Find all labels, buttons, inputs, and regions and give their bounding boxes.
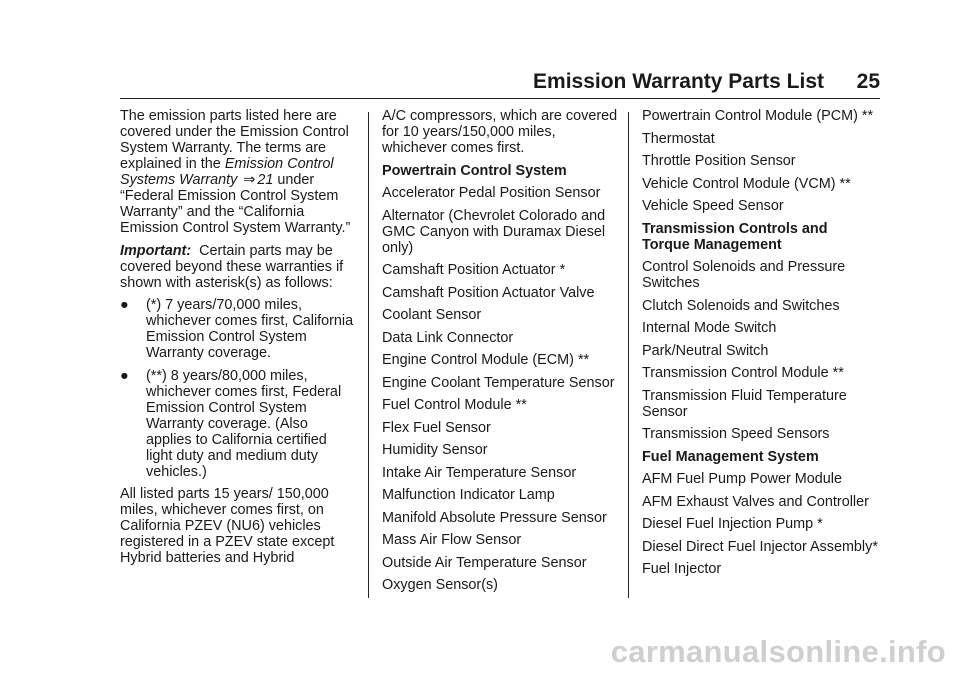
bullet-icon: ● <box>120 297 129 313</box>
list-item: Alternator (Chevrolet Colorado and GMC Canyon with Duramax Diesel only) <box>382 207 606 256</box>
list-item: Oxygen Sensor(s) <box>382 577 498 593</box>
section-heading-fuel: Fuel Management System <box>642 448 819 465</box>
list-item: Transmission Fluid Temperature Sensor <box>642 387 847 420</box>
list-item: Mass Air Flow Sensor <box>382 532 522 548</box>
list-item: Fuel Injector <box>642 561 722 577</box>
page-number: 25 <box>856 70 880 93</box>
list-item: Throttle Position Sensor <box>642 153 796 169</box>
column-1 <box>120 108 356 573</box>
list-item: Engine Control Module (ECM) ** <box>382 352 590 368</box>
list-item: Fuel Control Module ** <box>382 397 527 413</box>
page-title: Emission Warranty Parts List <box>533 70 824 93</box>
list-item: Camshaft Position Actuator Valve <box>382 284 595 301</box>
page-header <box>0 64 880 98</box>
list-item: AFM Exhaust Valves and Controller <box>642 493 869 510</box>
list-item: Malfunction Indicator Lamp <box>382 487 555 503</box>
list-item: Transmission Speed Sensors <box>642 426 830 442</box>
list-item: Thermostat <box>642 130 715 147</box>
continued-paragraph: A/C compressors, which are covered for 10 years/150,000 miles, whichever comes first. <box>382 108 618 156</box>
column-3 <box>642 108 878 584</box>
important-label: Important: <box>120 242 192 259</box>
column-2 <box>382 108 618 600</box>
list-item: Control Solenoids and Pressure Switches <box>642 259 846 291</box>
list-item: Park/Neutral Switch <box>642 342 769 359</box>
section-heading-transmission: Transmission Controls and Torque Management <box>642 220 828 253</box>
column-divider-2 <box>628 112 629 598</box>
intro-paragraph <box>120 108 356 236</box>
list-item: Flex Fuel Sensor <box>382 419 491 436</box>
column-divider-1 <box>368 112 369 598</box>
header-divider <box>120 98 880 99</box>
bullet-text: (**) 8 years/80,000 miles, whichever comes first, Federal Emission Control System Warranty coverage. (Also applies to California certified light duty and medium duty vehicles.) <box>146 367 342 480</box>
important-paragraph <box>120 243 356 291</box>
list-item: Clutch Solenoids and Switches <box>642 297 840 314</box>
pzev-paragraph: All listed parts 15 years/ 150,000 miles, whichever comes first, on California PZEV (NU6) vehicles registered in a PZEV state except Hybrid batteries and Hybrid <box>120 486 335 566</box>
list-item: Manifold Absolute Pressure Sensor <box>382 509 607 526</box>
list-item: Humidity Sensor <box>382 442 488 458</box>
intro-text-continued: under “Federal Emission Control System Warranty” and the “California Emission Control System Warranty.” <box>120 172 351 236</box>
list-item: Accelerator Pedal Position Sensor <box>382 185 601 201</box>
list-item: Diesel Fuel Injection Pump * <box>642 516 823 532</box>
list-item: Engine Coolant Temperature Sensor <box>382 374 615 391</box>
list-item: Powertrain Control Module (PCM) ** <box>642 108 874 124</box>
section-heading-powertrain: Powertrain Control System <box>382 162 567 179</box>
important-text: Certain parts may be covered beyond these warranties if shown with asterisk(s) as follows: <box>120 242 344 291</box>
intro-text: The emission parts listed here are covered under the Emission Control System Warranty. The terms are explained in the <box>120 108 349 172</box>
bullet-item <box>120 297 356 361</box>
warranty-link[interactable]: Emission Control Systems Warranty <box>120 156 334 188</box>
watermark: carmanualsonline.info <box>610 634 946 669</box>
list-item: Vehicle Control Module (VCM) ** <box>642 175 851 192</box>
list-item: Camshaft Position Actuator * <box>382 262 566 278</box>
list-item: AFM Fuel Pump Power Module <box>642 471 842 487</box>
list-item: Diesel Direct Fuel Injector Assembly* <box>642 538 878 555</box>
bullet-item <box>120 368 356 480</box>
list-item: Data Link Connector <box>382 329 514 346</box>
page-reference-icon: ⇒ <box>243 172 256 188</box>
bullet-icon: ● <box>120 367 129 384</box>
list-item: Intake Air Temperature Sensor <box>382 464 577 481</box>
list-item: Outside Air Temperature Sensor <box>382 554 587 571</box>
bullet-text: (*) 7 years/70,000 miles, whichever comes first, California Emission Control System Warranty coverage. <box>146 297 354 361</box>
page-reference-number[interactable]: 21 <box>257 172 274 188</box>
list-item: Coolant Sensor <box>382 307 482 323</box>
list-item: Internal Mode Switch <box>642 320 777 336</box>
list-item: Vehicle Speed Sensor <box>642 198 784 214</box>
list-item: Transmission Control Module ** <box>642 365 844 381</box>
